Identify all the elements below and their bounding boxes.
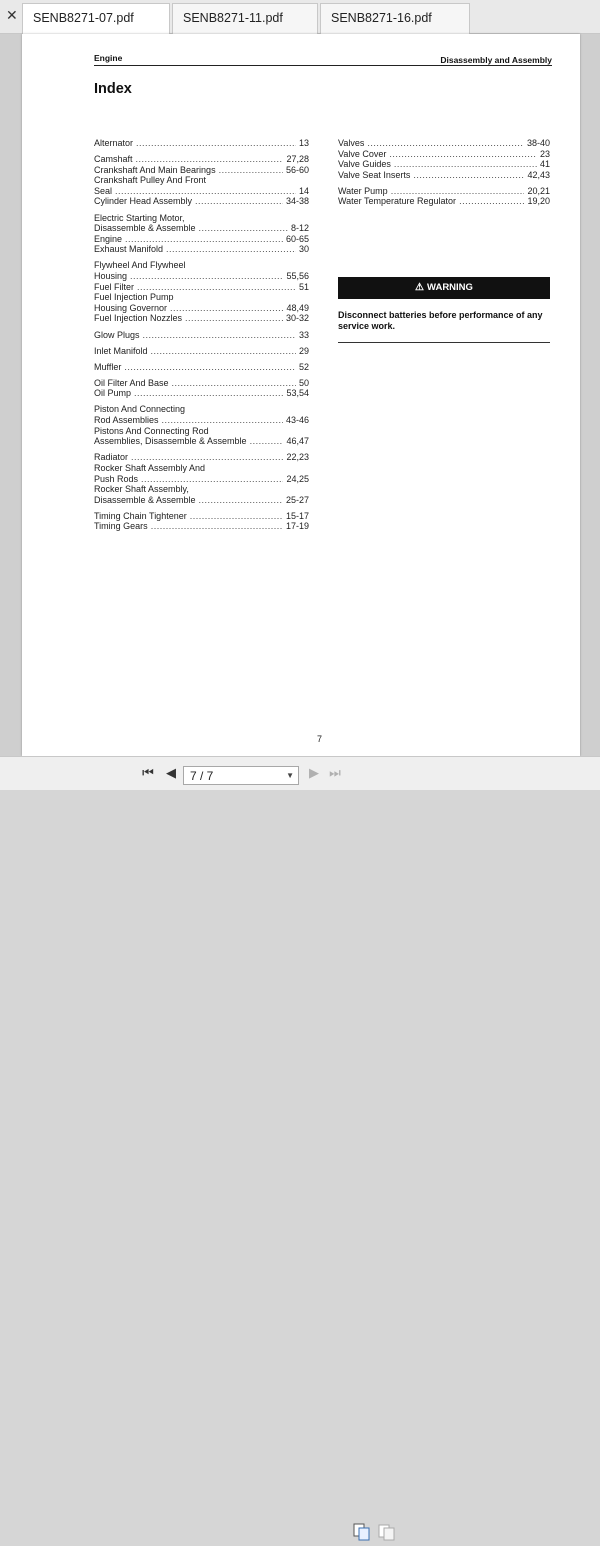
index-entry	[338, 170, 550, 181]
index-entry-page: 20,21	[527, 185, 550, 196]
index-leader-dots	[151, 521, 283, 532]
tab-label: SENB8271-11.pdf	[183, 11, 283, 25]
warning-icon: ⚠	[415, 282, 425, 293]
index-entry-label: Housing Governor	[94, 302, 168, 313]
index-leader-dots	[131, 452, 283, 463]
header-right: Disassembly and Assembly	[440, 55, 552, 65]
index-entry	[338, 149, 550, 160]
index-entry	[94, 495, 309, 506]
index-entry-label: Muffler	[94, 361, 122, 372]
index-entry	[94, 234, 309, 245]
chevron-down-icon: ▼	[286, 771, 294, 780]
prev-page-icon[interactable]: ◀	[166, 766, 176, 781]
index-line: Fuel Injection Pump	[94, 292, 174, 303]
index-leader-dots	[195, 196, 283, 207]
index-line: Flywheel And Flywheel	[94, 260, 186, 271]
index-entry	[94, 186, 309, 197]
index-entry-page: 29	[298, 345, 309, 356]
index-leader-dots	[199, 223, 288, 234]
index-entry	[94, 196, 309, 207]
index-entry	[94, 378, 309, 389]
page-indicator: 7 / 7	[190, 769, 214, 783]
index-entry-page: 24,25	[286, 473, 309, 484]
index-entry	[94, 415, 309, 426]
index-entry	[338, 186, 550, 197]
index-entry-page: 30-32	[285, 313, 309, 324]
index-entry-label: Valve Cover	[338, 148, 387, 159]
index-entry-label: Oil Filter And Base	[94, 377, 169, 388]
index-leader-dots	[137, 282, 296, 293]
index-entry-label: Water Temperature Regulator	[338, 196, 457, 207]
index-entry-label: Inlet Manifold	[94, 345, 148, 356]
index-line: Electric Starting Motor,	[94, 212, 185, 223]
document-viewport[interactable]	[0, 34, 600, 756]
index-entry	[94, 388, 309, 399]
index-entry-label: Fuel Injection Nozzles	[94, 313, 183, 324]
index-entry-label: Exhaust Manifold	[94, 244, 164, 255]
index-entry	[94, 330, 309, 341]
index-entry-label: Crankshaft And Main Bearings	[94, 164, 216, 175]
index-leader-dots	[172, 378, 296, 389]
page-title: Index	[94, 81, 132, 97]
index-entry-page: 60-65	[285, 233, 309, 244]
index-entry-label: Glow Plugs	[94, 329, 140, 340]
index-entry	[94, 303, 309, 314]
index-entry-page: 41	[539, 159, 550, 170]
index-leader-dots	[130, 271, 283, 282]
index-entry-label: Radiator	[94, 452, 129, 463]
index-entry-page: 22,23	[286, 452, 309, 463]
index-line: Crankshaft Pulley And Front	[94, 175, 207, 186]
index-entry-label: Valve Guides	[338, 159, 391, 170]
index-entry	[94, 313, 309, 324]
index-entry-page: 17-19	[285, 521, 309, 532]
index-leader-dots	[391, 186, 525, 197]
index-left-column	[94, 138, 309, 532]
index-entry	[94, 511, 309, 522]
index-entry-label: Assemblies, Disassemble & Assemble	[94, 436, 247, 447]
index-leader-dots	[162, 415, 283, 426]
index-entry-page: 27,28	[286, 154, 309, 165]
tab-senb8271-11[interactable]	[172, 3, 318, 34]
index-leader-dots	[141, 474, 283, 485]
index-entry-page: 25-27	[285, 494, 309, 505]
index-entry-page: 30	[298, 244, 309, 255]
index-entry-label: Valves	[338, 138, 365, 148]
index-entry	[94, 223, 309, 234]
index-entry-page: 48,49	[286, 302, 309, 313]
index-right-column	[338, 138, 550, 207]
index-entry-label: Disassemble & Assemble	[94, 223, 196, 234]
pdf-page	[22, 34, 580, 756]
index-entry-page: 42,43	[527, 169, 550, 180]
tab-bar	[0, 0, 600, 34]
index-entry	[94, 244, 309, 255]
tab-senb8271-07[interactable]	[22, 3, 170, 34]
index-leader-dots	[459, 196, 524, 207]
index-entry-page: 50	[298, 377, 309, 388]
index-entry-label: Cylinder Head Assembly	[94, 196, 193, 207]
warning-banner	[338, 277, 550, 299]
index-entry	[94, 271, 309, 282]
index-leader-dots	[394, 159, 537, 170]
index-leader-dots	[185, 313, 283, 324]
index-entry-page: 53,54	[286, 388, 309, 399]
index-entry-label: Timing Chain Tightener	[94, 510, 187, 521]
index-entry-page: 13	[298, 138, 309, 148]
index-leader-dots	[413, 170, 524, 181]
index-entry	[94, 282, 309, 293]
index-leader-dots	[143, 330, 296, 341]
index-entry-label: Alternator	[94, 138, 134, 148]
index-leader-dots	[166, 244, 296, 255]
index-entry-label: Disassemble & Assemble	[94, 494, 196, 505]
index-entry-label: Fuel Filter	[94, 281, 135, 292]
index-leader-dots	[219, 165, 283, 176]
index-entry	[94, 165, 309, 176]
index-entry-label: Push Rods	[94, 473, 139, 484]
index-leader-dots	[170, 303, 283, 314]
index-entry-page: 46,47	[286, 436, 309, 447]
navigation-bar	[0, 756, 600, 790]
index-leader-dots	[190, 511, 283, 522]
copy-icon[interactable]	[353, 1523, 371, 1541]
index-entry-page: 38-40	[526, 138, 550, 148]
page-selector[interactable]	[183, 766, 299, 785]
index-entry-page: 15-17	[285, 510, 309, 521]
tab-label: SENB8271-16.pdf	[331, 11, 432, 25]
index-entry	[94, 452, 309, 463]
page-number: 7	[317, 734, 323, 744]
index-entry-label: Housing	[94, 271, 128, 282]
index-entry-page: 51	[298, 281, 309, 292]
index-leader-dots	[151, 346, 296, 357]
index-entry-page: 52	[298, 361, 309, 372]
index-entry-page: 19,20	[527, 196, 550, 207]
next-page-icon[interactable]: ▶	[309, 766, 319, 781]
last-page-icon[interactable]: ⏭	[329, 766, 341, 781]
index-entry-page: 33	[298, 329, 309, 340]
index-leader-dots	[250, 436, 284, 447]
index-entry	[94, 138, 309, 149]
index-entry-label: Valve Seat Inserts	[338, 169, 411, 180]
index-entry	[338, 196, 550, 207]
first-page-icon[interactable]: ⏮	[142, 766, 154, 781]
index-entry	[94, 154, 309, 165]
index-leader-dots	[367, 138, 524, 149]
index-entry	[94, 362, 309, 373]
index-entry	[94, 521, 309, 532]
index-entry	[94, 474, 309, 485]
index-entry	[94, 436, 309, 447]
index-entry-label: Camshaft	[94, 154, 133, 165]
index-entry	[338, 138, 550, 149]
index-leader-dots	[199, 495, 283, 506]
index-entry-label: Oil Pump	[94, 388, 132, 399]
index-line: Piston And Connecting	[94, 404, 186, 415]
header-left: Engine	[94, 53, 123, 63]
pages-icon[interactable]	[378, 1523, 396, 1541]
index-entry-page: 34-38	[285, 196, 309, 207]
tab-senb8271-16[interactable]	[320, 3, 470, 34]
index-entry-label: Timing Gears	[94, 521, 148, 532]
index-line: Rocker Shaft Assembly,	[94, 484, 189, 495]
index-entry-label: Rod Assemblies	[94, 415, 159, 426]
warning-label: WARNING	[427, 282, 473, 293]
index-entry-page: 56-60	[285, 164, 309, 175]
index-entry-page: 43-46	[285, 415, 309, 426]
index-entry	[338, 159, 550, 170]
index-leader-dots	[136, 138, 296, 149]
close-icon[interactable]: ✕	[6, 8, 18, 24]
header-rule	[94, 65, 552, 66]
warning-text: Disconnect batteries before performance of any service work.	[338, 310, 543, 331]
index-entry-label: Seal	[94, 185, 113, 196]
index-leader-dots	[115, 186, 296, 197]
index-entry-label: Water Pump	[338, 185, 388, 196]
index-leader-dots	[125, 234, 283, 245]
index-line: Pistons And Connecting Rod	[94, 425, 209, 436]
index-entry-page: 23	[539, 148, 550, 159]
index-entry-label: Engine	[94, 233, 123, 244]
index-leader-dots	[389, 149, 537, 160]
index-entry-page: 55,56	[286, 271, 309, 282]
index-leader-dots	[134, 388, 283, 399]
index-line: Rocker Shaft Assembly And	[94, 462, 206, 473]
warning-rule	[338, 342, 550, 343]
tab-label: SENB8271-07.pdf	[33, 11, 134, 25]
index-entry-page: 8-12	[290, 223, 309, 234]
index-leader-dots	[136, 154, 284, 165]
index-entry	[94, 346, 309, 357]
index-leader-dots	[124, 362, 296, 373]
index-entry-page: 14	[298, 185, 309, 196]
